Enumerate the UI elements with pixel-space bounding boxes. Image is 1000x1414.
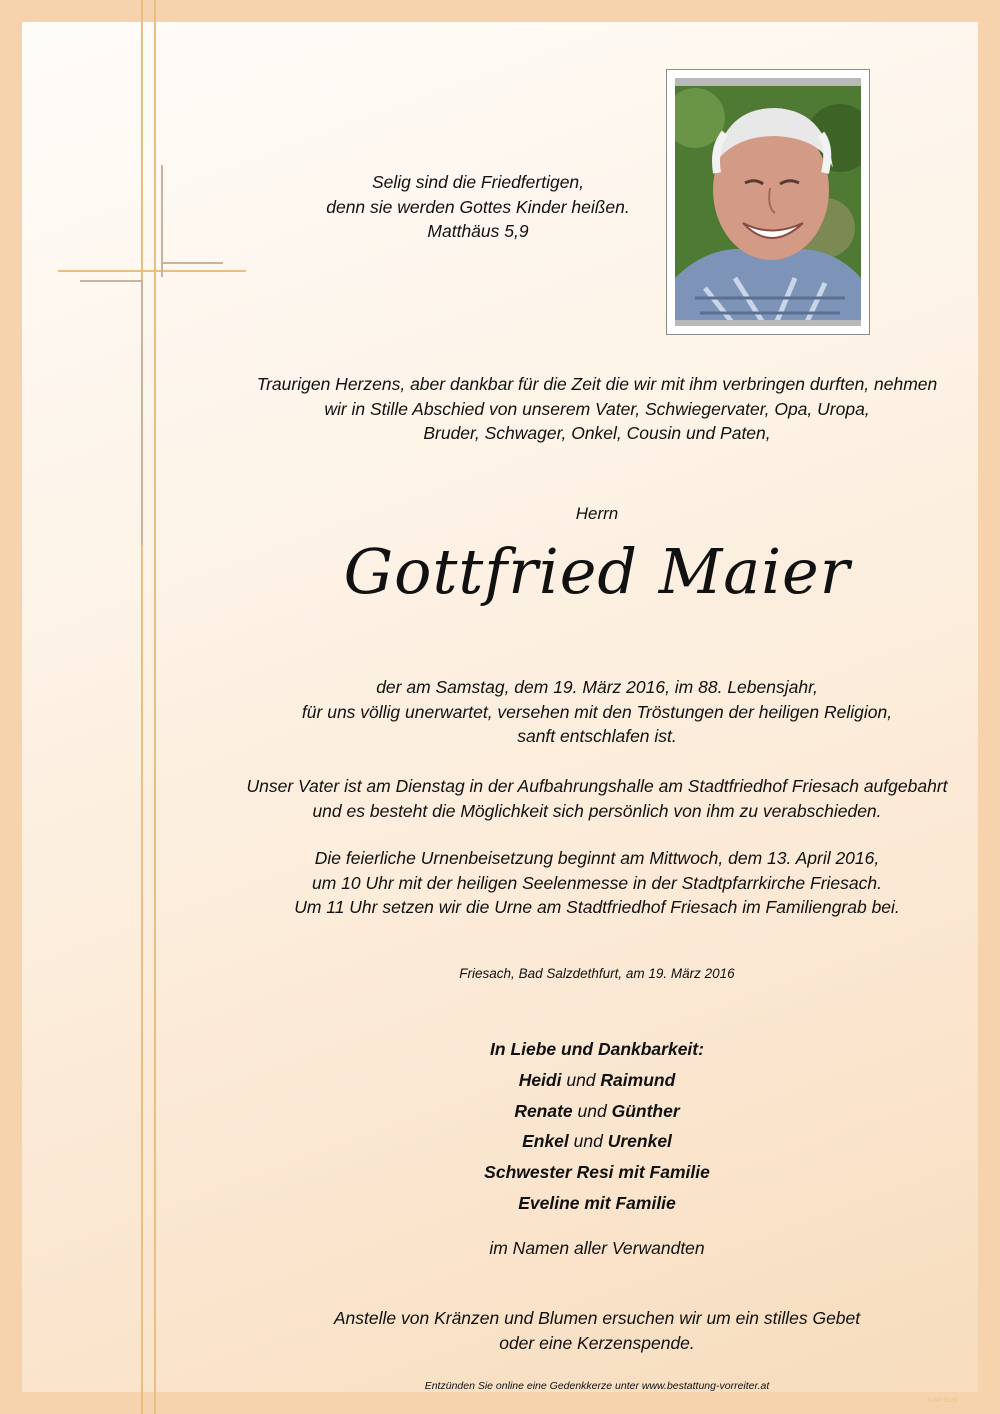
viewing-line: Unser Vater ist am Dienstag in der Aufbahrungshalle am Stadtfriedhof Friesach aufgebahrt	[246, 776, 948, 796]
portrait-frame	[666, 69, 870, 335]
burial-notice	[230, 846, 964, 920]
burial-line: Um 11 Uhr setzen wir die Urne am Stadtfriedhof Friesach im Familiengrab bei.	[294, 897, 900, 917]
burial-line: um 10 Uhr mit der heiligen Seelenmesse in der Stadtpfarrkirche Friesach.	[312, 872, 882, 893]
cross-shadow-arm-left	[80, 280, 142, 282]
cross-horizontal-line	[58, 270, 246, 272]
intro-line: wir in Stille Abschied von unserem Vater, Schwiegervater, Opa, Uropa,	[324, 398, 870, 419]
request-line: oder eine Kerzenspende.	[499, 1332, 695, 1353]
mourners-list	[230, 1034, 964, 1219]
photo-bottom-band	[675, 320, 861, 326]
template-code: © KP 9126	[928, 1398, 957, 1404]
salutation: Herrn	[575, 504, 619, 523]
place-and-date: Friesach, Bad Salzdethfurt, am 19. März 2016	[459, 966, 735, 981]
death-notice	[230, 675, 964, 749]
cross-shadow-upper	[161, 165, 163, 277]
cross-shadow-lower	[141, 280, 143, 545]
photo-top-band	[675, 78, 861, 86]
donation-request	[230, 1306, 964, 1355]
verse-line: Selig sind die Friedfertigen,	[371, 172, 585, 192]
viewing-notice	[230, 774, 964, 823]
verse-line: denn sie werden Gottes Kinder heißen.	[326, 196, 630, 217]
mourner-pair: Enkel und Urenkel	[522, 1131, 672, 1152]
online-candle-footer: Entzünden Sie online eine Gedenkkerze unter www.bestattung-vorreiter.at	[424, 1380, 770, 1392]
request-line: Anstelle von Kränzen und Blumen ersuchen wir um ein stilles Gebet	[333, 1308, 861, 1328]
intro-line: Bruder, Schwager, Onkel, Cousin und Paten,	[423, 423, 771, 443]
death-line: sanft entschlafen ist.	[517, 726, 677, 746]
portrait-photo	[675, 78, 861, 326]
mourner-pair: Renate und Günther	[514, 1100, 680, 1121]
bible-verse	[278, 170, 678, 244]
deceased-name: Gottfried Maier	[343, 535, 851, 608]
burial-line: Die feierliche Urnenbeisetzung beginnt am Mittwoch, dem 13. April 2016,	[314, 848, 880, 868]
mourners-heading: In Liebe und Dankbarkeit:	[490, 1039, 704, 1059]
cross-vertical-line-left	[141, 0, 143, 1414]
portrait-illustration	[675, 78, 861, 326]
intro-paragraph	[230, 372, 964, 446]
death-line: für uns völlig unerwartet, versehen mit den Tröstungen der heiligen Religion,	[301, 701, 893, 722]
viewing-line: und es besteht die Möglichkeit sich persönlich von ihm zu verabschieden.	[312, 800, 882, 821]
on-behalf-of-relatives: im Namen aller Verwandten	[489, 1238, 705, 1258]
verse-reference: Matthäus 5,9	[427, 221, 529, 241]
intro-line: Traurigen Herzens, aber dankbar für die Zeit die wir mit ihm verbringen durften, nehmen	[256, 374, 938, 394]
death-line: der am Samstag, dem 19. März 2016, im 88. Lebensjahr,	[376, 677, 818, 697]
cross-shadow-arm-right	[161, 262, 223, 264]
mourner-single: Schwester Resi mit Familie	[484, 1162, 710, 1183]
cross-vertical-line-right	[154, 0, 156, 1414]
mourner-single: Eveline mit Familie	[518, 1192, 676, 1213]
mourner-pair: Heidi und Raimund	[518, 1069, 676, 1090]
